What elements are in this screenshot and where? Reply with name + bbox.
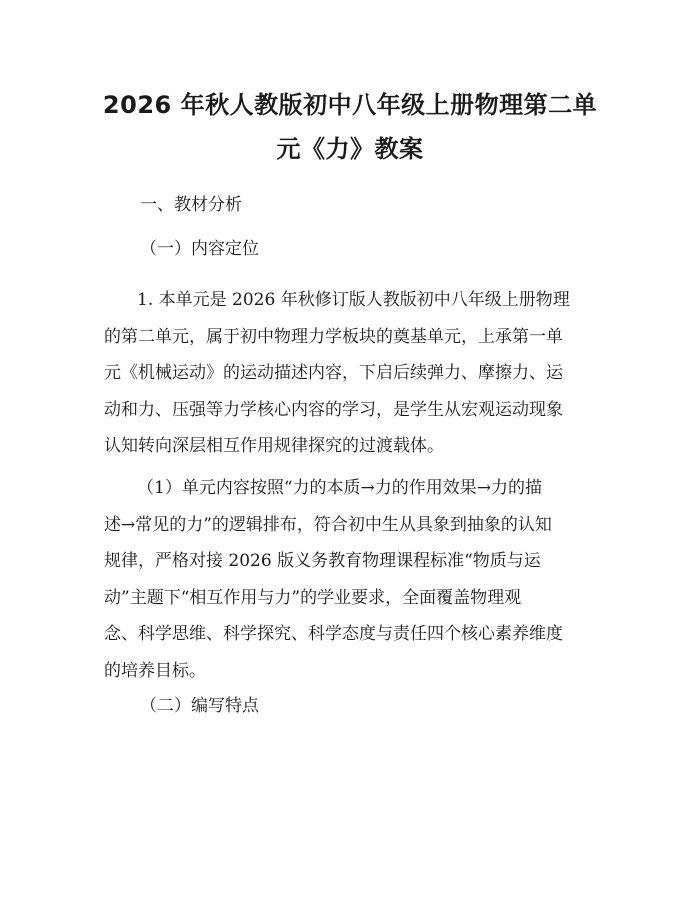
paragraph-2-line: 的培养目标。 <box>104 660 206 681</box>
document-title-line-1: 2026 年秋人教版初中八年级上册物理第二单 <box>102 91 598 119</box>
section-heading: 一、教材分析 <box>140 195 242 215</box>
paragraph-1-line: 元《机械运动》的运动描述内容，下启后续弹力、摩擦力、运 <box>104 363 563 383</box>
paragraph-2-line: 动”主题下“相互作用与力”的学业要求，全面覆盖物理观 <box>104 587 522 608</box>
paragraph-1-line: 认知转向深层相互作用规律探究的过渡载体。 <box>104 436 444 456</box>
paragraph-2 <box>104 477 604 696</box>
paragraph-2-line: （1）单元内容按照“力的本质→力的作用效果→力的描 <box>137 478 542 498</box>
paragraph-1 <box>104 289 604 472</box>
paragraph-2-line: 念、科学思维、科学探究、科学态度与责任四个核心素养维度 <box>104 624 563 644</box>
paragraph-2-line: 规律，严格对接 2026 版义务教育物理课程标准“物质与运 <box>104 551 541 571</box>
subsection-heading-writing-features: （二）编写特点 <box>140 696 259 716</box>
paragraph-1-line: 1. 本单元是 2026 年秋修订版人教版初中八年级上册物理 <box>137 290 570 310</box>
paragraph-1-line: 的第二单元，属于初中物理力学板块的奠基单元，上承第一单 <box>104 326 563 347</box>
document-title-line-2: 元《力》教案 <box>276 135 424 163</box>
subsection-heading-content-positioning: （一）内容定位 <box>140 239 259 259</box>
paragraph-2-line: 述→常见的力”的逻辑排布，符合初中生从具象到抽象的认知 <box>104 514 552 535</box>
paragraph-1-line: 动和力、压强等力学核心内容的学习，是学生从宏观运动现象 <box>104 399 563 420</box>
